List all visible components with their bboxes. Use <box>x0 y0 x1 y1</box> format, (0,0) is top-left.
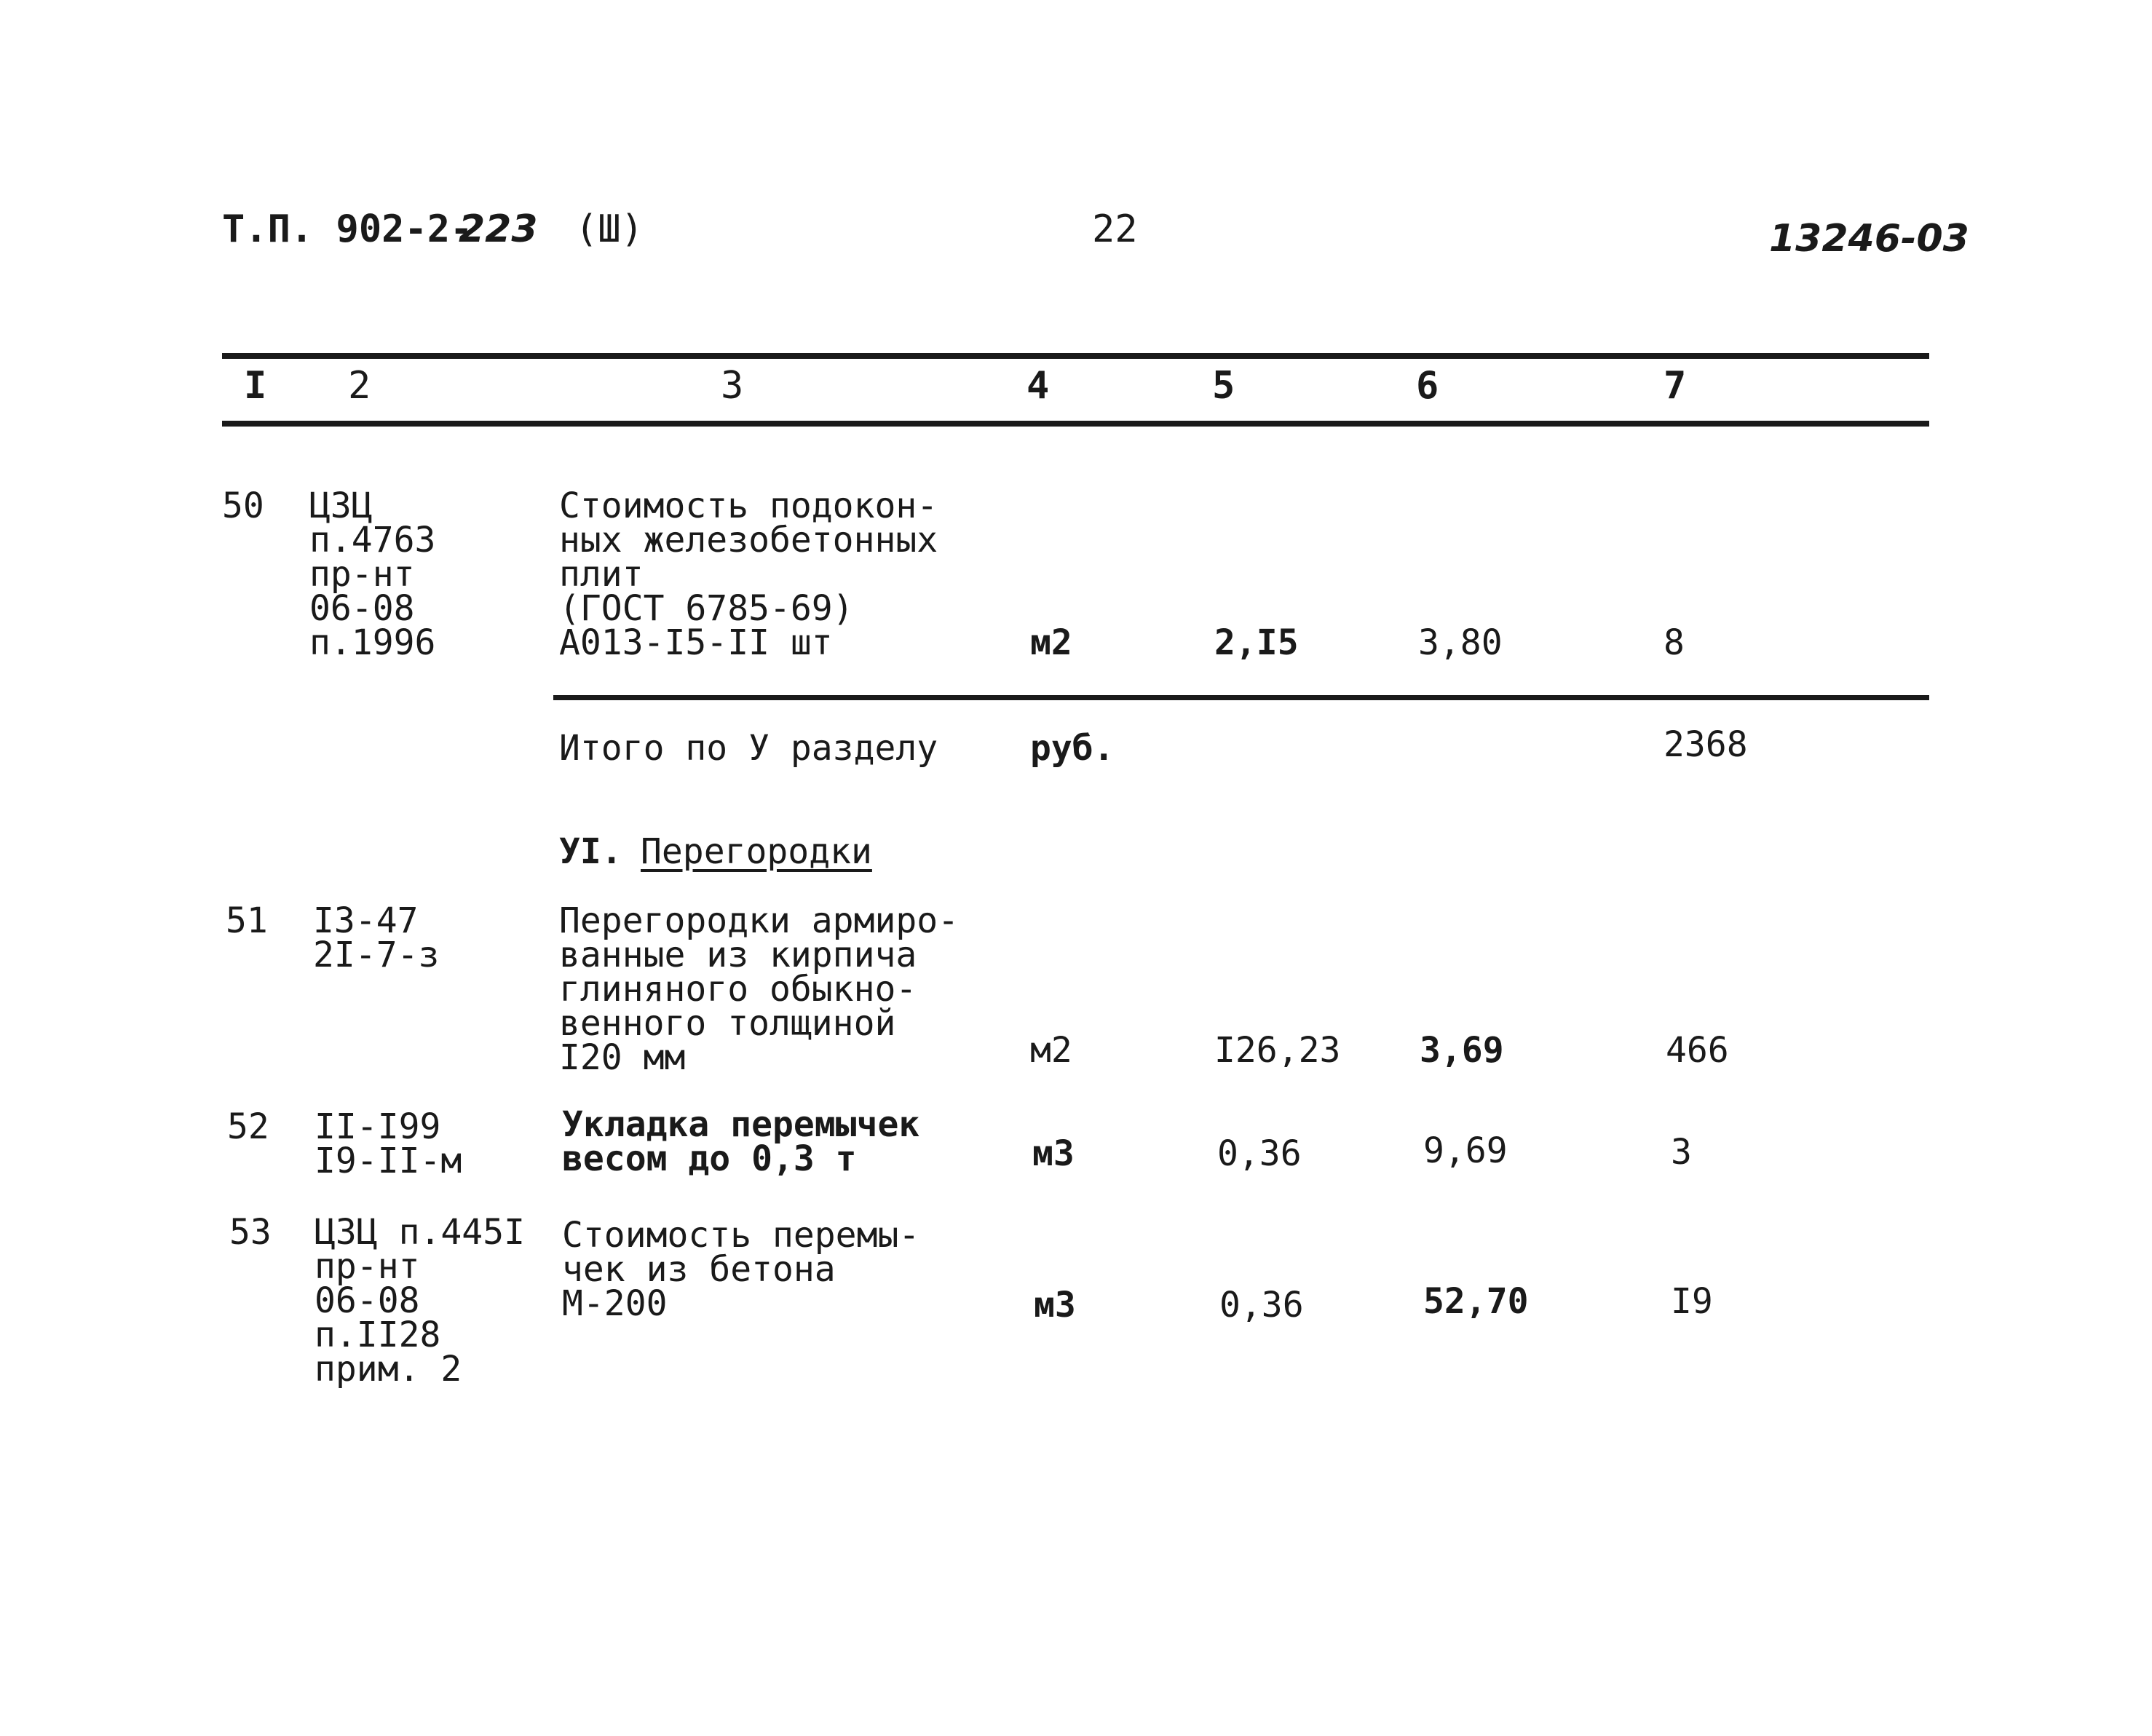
row-description: Укладка перемычек весом до 0,3 т <box>562 1104 920 1179</box>
row-number: 50 <box>222 485 264 526</box>
row-quantity: 2,I5 <box>1214 622 1299 663</box>
column-header-5: 5 <box>1212 364 1235 408</box>
table-top-rule <box>222 353 1929 359</box>
row-price: 9,69 <box>1423 1130 1508 1171</box>
row-total: 3 <box>1671 1132 1692 1173</box>
row-description: Стоимость перемы- чек из бетона М-200 <box>562 1215 920 1324</box>
column-header-1: I <box>244 364 267 408</box>
doc-prefix: Т.П. 902-2- <box>222 207 473 251</box>
subtotal-label: Итого по У разделу <box>559 728 938 769</box>
archive-number: 13246-03 <box>1769 217 1969 261</box>
column-header-3: 3 <box>721 364 744 408</box>
row-number: 51 <box>226 900 268 941</box>
row-total: 466 <box>1666 1030 1729 1071</box>
row-quantity: I26,23 <box>1214 1030 1341 1071</box>
row-unit: м3 <box>1034 1285 1076 1325</box>
row-code: I3-47 2I-7-з <box>313 900 440 975</box>
page-number: 22 <box>1092 207 1138 251</box>
column-header-7: 7 <box>1664 364 1687 408</box>
row-description: Перегородки армиро- ванные из кирпича глиняного обыкно- венного толщиной I20 мм <box>559 900 960 1078</box>
row-code: ЦЗЦ п.445I пр-нт 06-08 п.II28 прим. 2 <box>315 1212 525 1390</box>
row-number: 52 <box>227 1106 269 1147</box>
subtotal-unit: руб. <box>1030 728 1115 769</box>
row-code: II-I99 I9-II-м <box>315 1106 462 1181</box>
row-description: Стоимость подокон- ных железобетонных плит (ГОСТ 6785-69) А013-I5-II шт <box>559 485 938 663</box>
row-unit: м2 <box>1030 622 1072 663</box>
row-price: 52,70 <box>1423 1281 1529 1322</box>
row-price: 3,69 <box>1420 1030 1504 1071</box>
section-title: Перегородки <box>641 831 872 872</box>
column-header-6: 6 <box>1416 364 1439 408</box>
doc-number-handwritten: 223 <box>459 207 538 251</box>
row-total: I9 <box>1671 1281 1713 1322</box>
column-header-4: 4 <box>1026 364 1050 408</box>
subtotal-rule <box>553 695 1929 700</box>
row-unit: м2 <box>1030 1030 1072 1071</box>
row-unit: м3 <box>1032 1133 1075 1174</box>
doc-part: (Ш) <box>575 207 644 251</box>
row-quantity: 0,36 <box>1217 1133 1302 1174</box>
subtotal-total: 2368 <box>1664 724 1748 765</box>
table-header-bottom-rule <box>222 421 1929 427</box>
row-total: 8 <box>1664 622 1685 663</box>
column-header-2: 2 <box>348 364 371 408</box>
section-number: УI. <box>559 831 622 872</box>
row-price: 3,80 <box>1418 622 1503 663</box>
row-code: ЦЗЦ п.4763 пр-нт 06-08 п.1996 <box>309 485 436 663</box>
row-number: 53 <box>229 1212 272 1253</box>
row-quantity: 0,36 <box>1219 1285 1304 1325</box>
